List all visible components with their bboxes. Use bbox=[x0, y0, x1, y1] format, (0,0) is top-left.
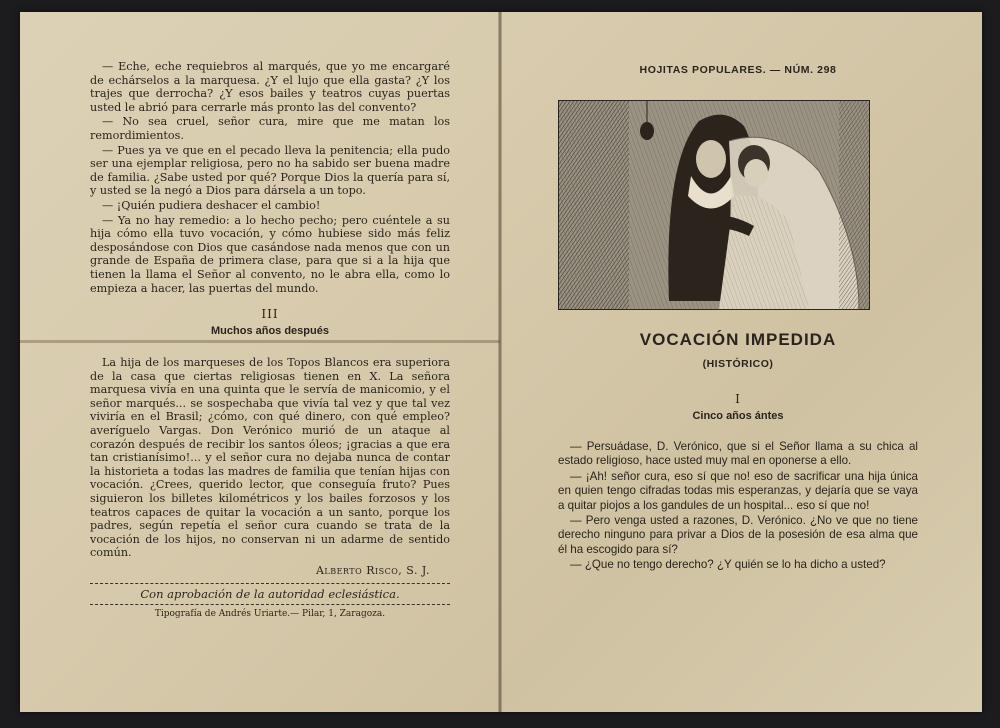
paragraph: — Eche, eche requiebros al marqués, que yo me encargaré de echárselos a la marquesa. ¿Y el lujo que ella gasta? ¿Y los trajes que derrocha? ¿Y esos bailes y teatros cuyas puertas usted le abrió para cerrarle más pronto las del convento? bbox=[90, 60, 450, 114]
divider bbox=[90, 604, 450, 605]
right-section-heading bbox=[558, 392, 918, 430]
printer-imprint: Tipografía de Andrés Uriarte.— Pilar, 1, Zaragoza. bbox=[154, 608, 386, 619]
left-dialogue bbox=[90, 60, 450, 345]
section-title: Cinco años ántes bbox=[692, 410, 784, 422]
section-number: I bbox=[735, 392, 741, 406]
story-subtitle: (HISTÓRICO) bbox=[702, 358, 774, 370]
center-fold bbox=[498, 12, 502, 712]
paragraph: — No sea cruel, señor cura, mire que me matan los remordimientos. bbox=[90, 115, 450, 142]
story-title: VOCACIÓN IMPEDIDA bbox=[639, 330, 837, 349]
approval-note: Con aprobación de la autoridad eclesiástica. bbox=[140, 586, 400, 601]
paragraph: — Pero venga usted a razones, D. Verónico. ¿No ve que no tiene derecho ninguno para privar a Dios de la posesión de esa alma que él ha escogido para sí? bbox=[558, 514, 918, 556]
right-page bbox=[558, 12, 918, 712]
paragraph: — ¿Que no tengo derecho? ¿Y quién se lo ha dicho a usted? bbox=[570, 558, 886, 572]
section-title: Muchos años después bbox=[211, 325, 329, 338]
section-number: III bbox=[261, 307, 279, 322]
right-dialogue bbox=[558, 440, 918, 574]
author-signature: Alberto Risco, S. J. bbox=[315, 563, 430, 577]
paragraph: — Ya no hay remedio: a lo hecho pecho; pero cuéntele a su hija cómo ella tuvo vocación, y cómo hubiese sido más feliz desposándose con Dios que casándose nada menos que con un grande de España de primera clase, para que si a la hija que tienen la llama el Señor al convento, no le abra ella, como lo empieza a hacer, las puertas del mundo. bbox=[90, 213, 450, 295]
left-section-body bbox=[90, 356, 450, 619]
paragraph: — Pues ya ve que en el pecado lleva la penitencia; ella pudo ser una ejemplar religiosa, pero no ha sabido ser buena madre de familia. ¿Sabe usted por qué? Porque Dios la quería para sí, y usted se la negó a Dios para dársela a un topo. bbox=[90, 143, 450, 198]
paragraph: La hija de los marqueses de los Topos Blancos era superiora de la casa que ciertas religiosas tienen en X. La señora marquesa vivía en una quinta que le servía de manicomio, y el señor marqués... se sospechaba que vivía tal vez y que tal vez viviría en el Brasil; ¿cómo, con qué dinero, con qué empleo? averíguelo Vargas. Don Verónico murió de un ataque al corazón después de recibir los santos óleos; ¡gracias a que era tan cristianísimo!... y el señor cura no dejaba nunca de contar la historieta a todas las madres de familia que tenían hijas con vocación. ¿Crees, querido lector, que conseguía fruto? Pues siguieron los billetes kilométricos y los bailes forzosos y los teatros capaces de quitar la vocación a un santo, porque los padres, según repetía el señor cura cuando se trata de la vocación de los hijos, no conservan ni un adarme de sentido común. bbox=[90, 356, 450, 560]
left-page bbox=[90, 12, 450, 712]
paragraph: — ¡Ah! señor cura, eso sí que no! eso de sacrificar una hija única en quien tengo cifradas todas mis esperanzas, y dejaría que se vaya a quitar piojos a los gandules de un hospital... eso sí que no! bbox=[558, 469, 918, 512]
paragraph: — ¡Quién pudiera deshacer el cambio! bbox=[102, 198, 321, 212]
nun-and-bride-engraving bbox=[559, 101, 869, 309]
series-header: HOJITAS POPULARES. — NÚM. 298 bbox=[639, 64, 837, 76]
engraving-illustration bbox=[558, 100, 870, 310]
paragraph: — Persuádase, D. Verónico, que si el Señor llama a su chica al estado religioso, hace usted muy mal en oponerse a ello. bbox=[558, 440, 918, 468]
